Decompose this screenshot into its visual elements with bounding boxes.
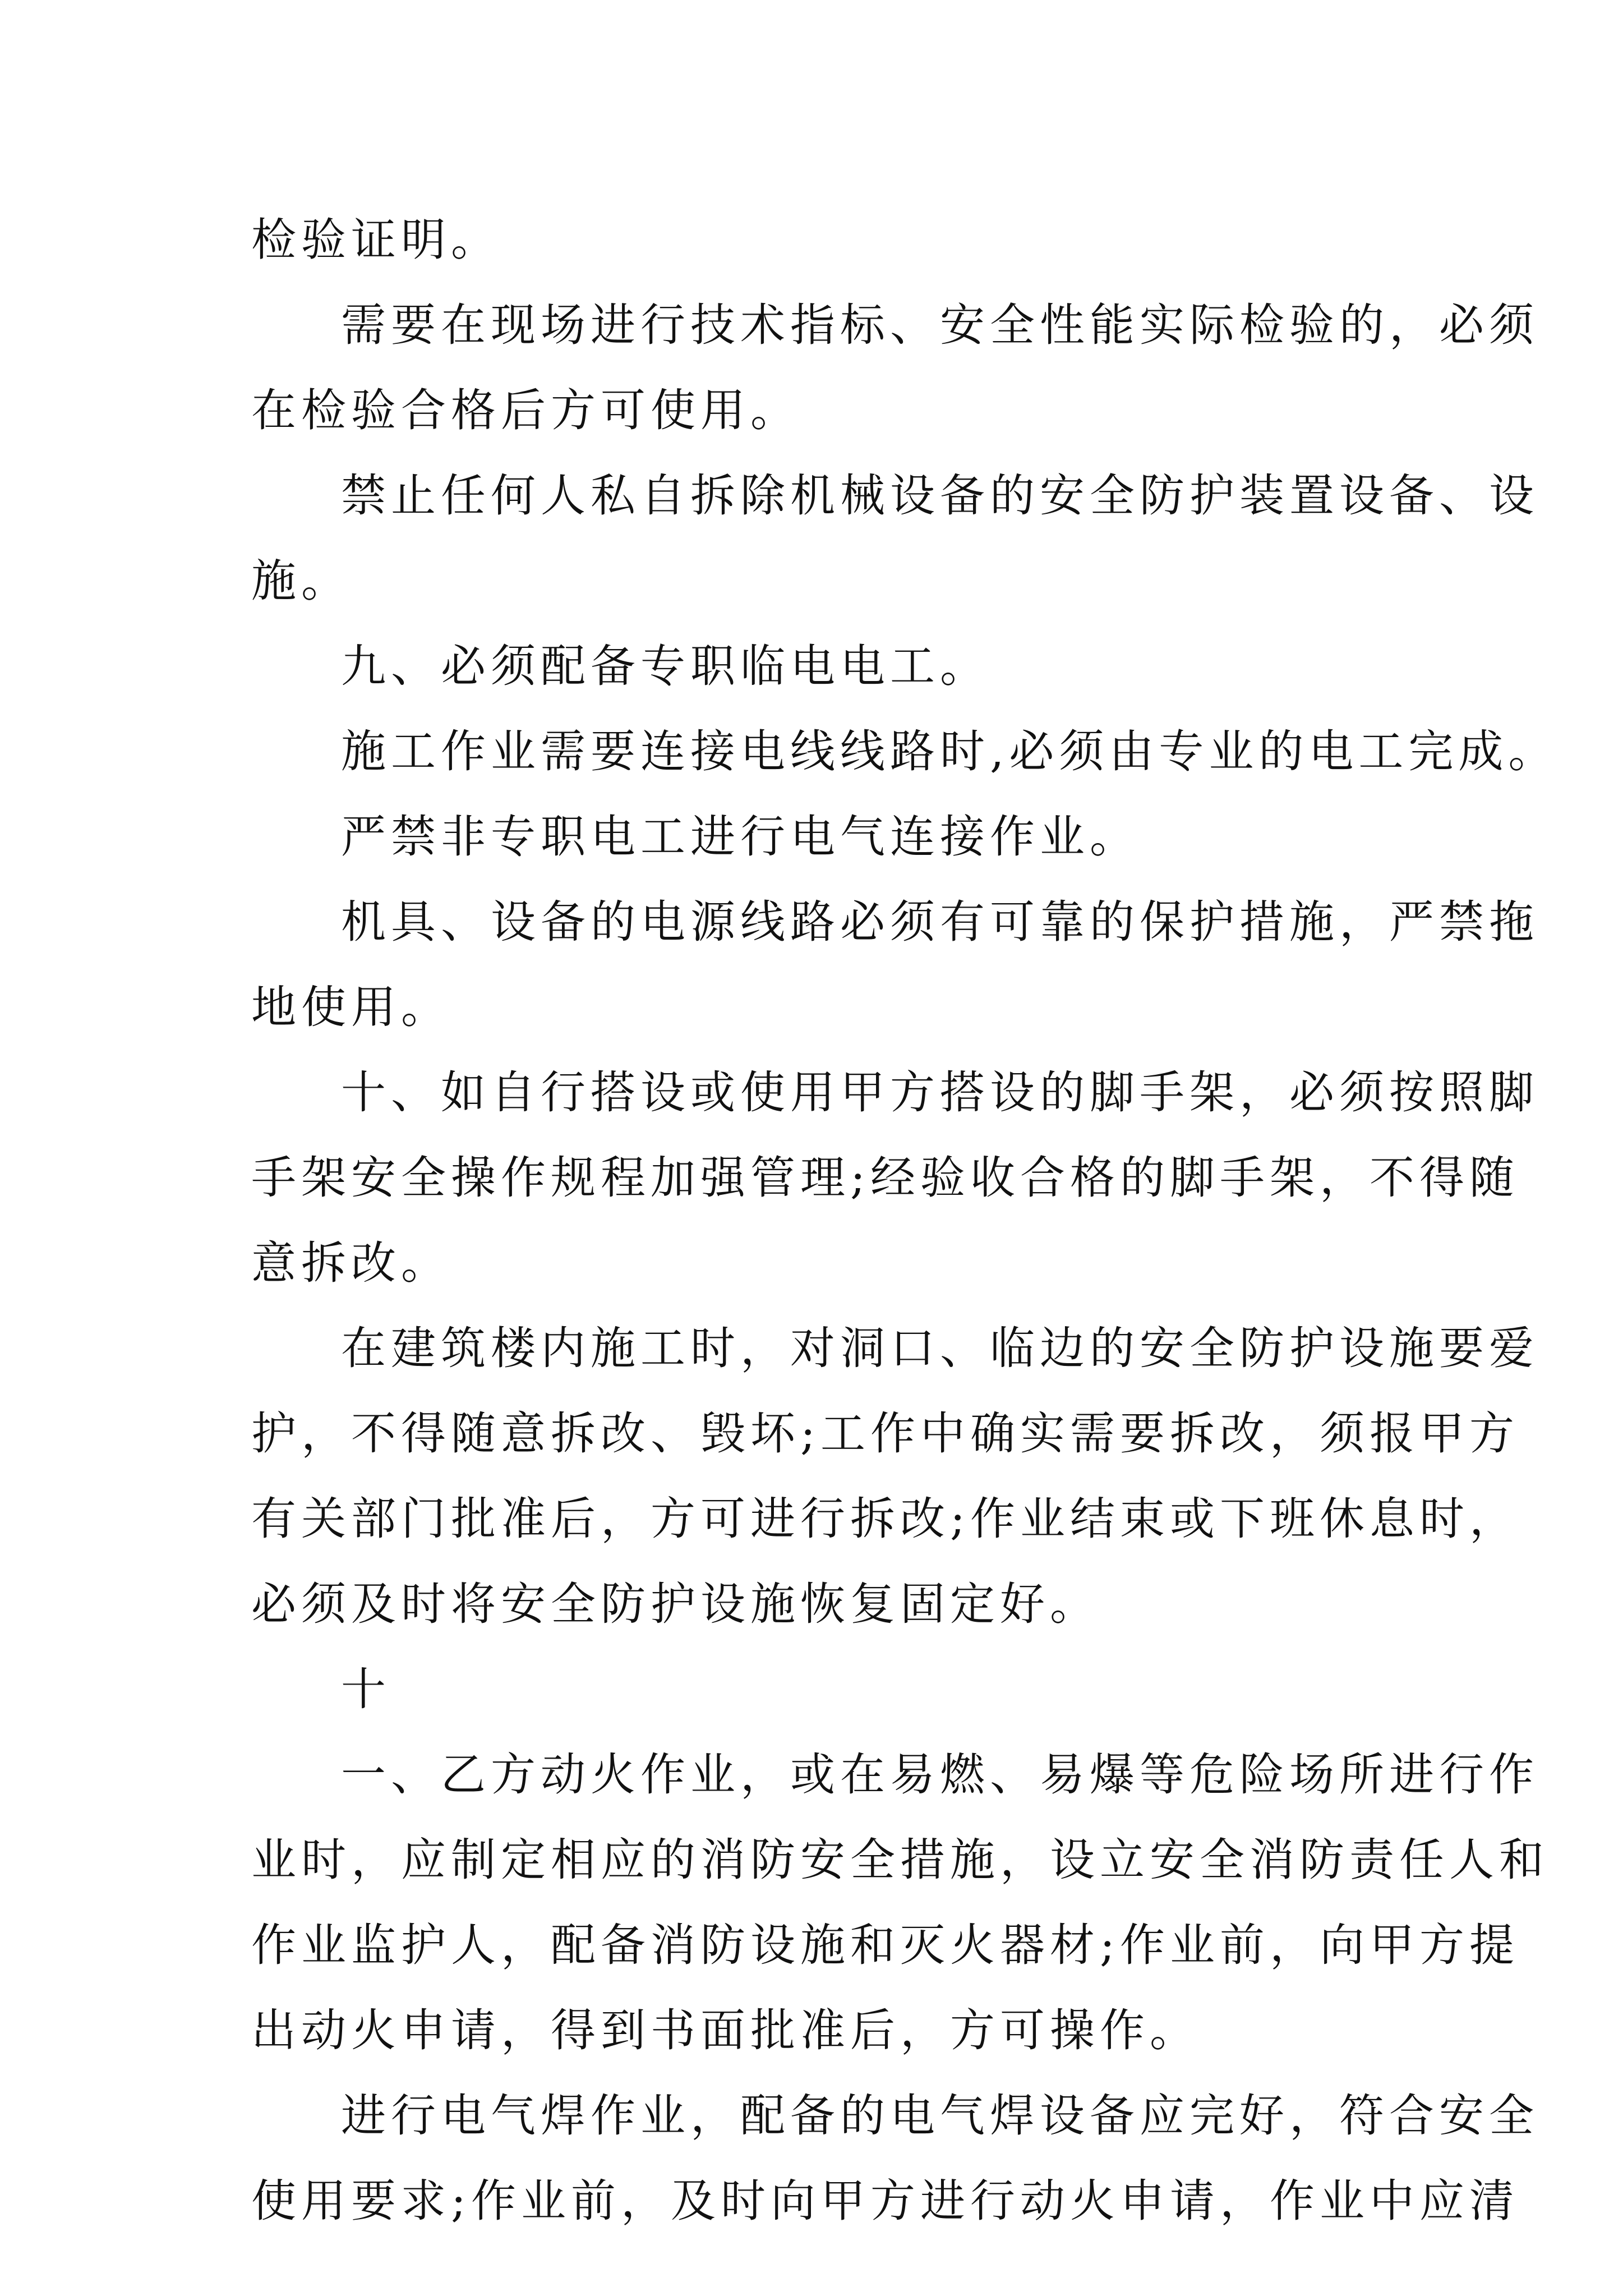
text-line-21: 作业监护人，配备消防设施和灭火器材;作业前，向甲方提	[251, 1919, 1519, 1971]
text-line-22: 出动火申请，得到书面批准后，方可操作。	[251, 2004, 1200, 2056]
text-line-15: 护，不得随意拆改、毁坏;工作中确实需要拆改，须报甲方	[251, 1407, 1519, 1460]
text-line-18: 十	[341, 1663, 391, 1715]
text-line-11: 十、如自行搭设或使用甲方搭设的脚手架，必须按照脚	[341, 1066, 1539, 1119]
text-line-7: 施工作业需要连接电线线路时,必须由专业的电工完成。	[341, 725, 1559, 777]
text-line-5: 施。	[251, 555, 351, 607]
text-line-16: 有关部门批准后，方可进行拆改;作业结束或下班休息时，	[251, 1493, 1519, 1545]
text-line-14: 在建筑楼内施工时，对洞口、临边的安全防护设施要爱	[341, 1322, 1539, 1374]
text-line-9: 机具、设备的电源线路必须有可靠的保护措施，严禁拖	[341, 896, 1539, 948]
text-line-23: 进行电气焊作业，配备的电气焊设备应完好，符合安全	[341, 2090, 1539, 2142]
text-line-20: 业时，应制定相应的消防安全措施，设立安全消防责任人和	[251, 1834, 1549, 1886]
text-line-1: 检验证明。	[251, 214, 501, 266]
text-line-10: 地使用。	[251, 981, 451, 1033]
body-text	[251, 197, 1559, 2244]
text-line-12: 手架安全操作规程加强管理;经验收合格的脚手架，不得随	[251, 1152, 1519, 1204]
text-line-17: 必须及时将安全防护设施恢复固定好。	[251, 1578, 1100, 1630]
text-line-8: 严禁非专职电工进行电气连接作业。	[341, 811, 1140, 863]
text-line-24: 使用要求;作业前，及时向甲方进行动火申请，作业中应清	[251, 2175, 1519, 2227]
text-line-6: 九、必须配备专职临电电工。	[341, 640, 990, 692]
text-line-13: 意拆改。	[251, 1237, 451, 1289]
text-line-19: 一、乙方动火作业，或在易燃、易爆等危险场所进行作	[341, 1749, 1539, 1801]
text-line-4: 禁止任何人私自拆除机械设备的安全防护装置设备、设	[341, 470, 1539, 522]
text-line-2: 需要在现场进行技术指标、安全性能实际检验的，必须	[341, 299, 1539, 351]
text-line-3: 在检验合格后方可使用。	[251, 384, 800, 436]
